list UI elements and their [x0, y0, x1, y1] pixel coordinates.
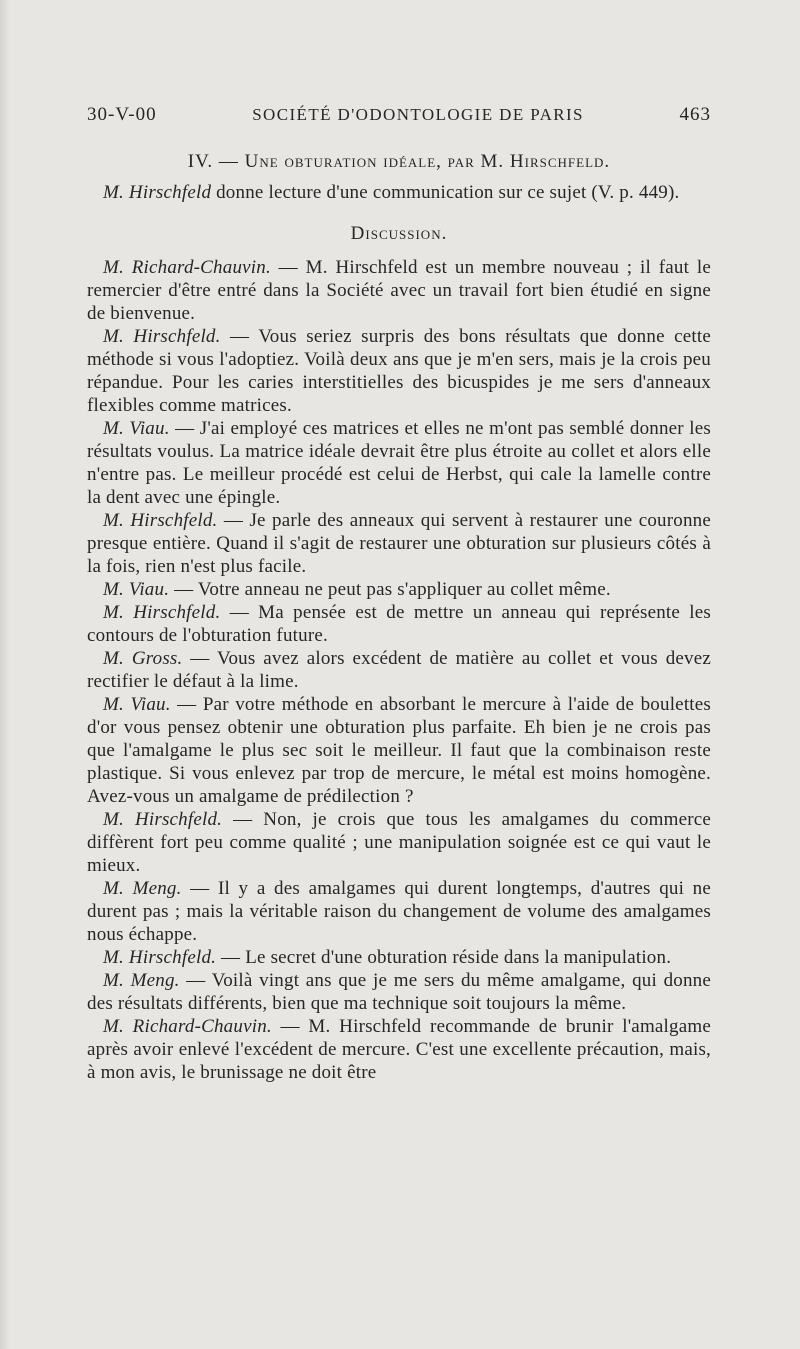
- speaker-name: M. Viau.: [103, 418, 170, 439]
- discussion-paragraph: [87, 647, 711, 693]
- speaker-name: M. Meng.: [103, 878, 182, 899]
- speaker-name: M. Hirschfeld: [103, 182, 212, 203]
- paragraph-text: — Par votre méthode en absorbant le mercure à l'aide de boulettes d'or vous pensez obtenir une obturation plus parfaite. Eh bien je ne crois pas que l'amalgame le plus sec soit le meilleur. Il faut que la combinaison reste plastique. Si vous enlevez par trop de mercure, le métal est moins homogène. Avez-vous un amalgame de prédilection ?: [87, 694, 712, 807]
- paragraph-text: donne lecture d'une communication sur ce sujet (V. p. 449).: [211, 182, 680, 203]
- speaker-name: M. Hirschfeld.: [103, 809, 223, 830]
- speaker-name: M. Gross.: [103, 648, 183, 669]
- speaker-name: M. Hirschfeld.: [103, 510, 218, 531]
- speaker-name: M. Viau.: [103, 694, 171, 715]
- paragraph-text: — J'ai employé ces matrices et elles ne m'ont pas semblé donner les résultats voulus. La matrice idéale devrait être plus étroite au collet et alors elle n'entre pas. Le meilleur procédé est celui de Herbst, qui cale la lamelle contre la dent avec une épingle.: [87, 418, 711, 508]
- header-journal-title: SOCIÉTÉ D'ODONTOLOGIE DE PARIS: [252, 105, 584, 124]
- discussion-paragraph: [87, 969, 711, 1015]
- discussion-paragraph: [87, 808, 711, 877]
- speaker-name: M. Hirschfeld.: [103, 326, 221, 347]
- paragraph-text: — Le secret d'une obturation réside dans la manipulation.: [216, 947, 672, 968]
- paragraph-text: — Voilà vingt ans que je me sers du même amalgame, qui donne des résultats différents, bien que ma technique soit toujours la même.: [87, 970, 712, 1014]
- discussion-paragraph: [87, 325, 711, 417]
- running-head: [87, 104, 711, 126]
- discussion-paragraph: [87, 1015, 711, 1084]
- paragraph-text: — Votre anneau ne peut pas s'appliquer au collet même.: [169, 579, 611, 600]
- body-text: [87, 150, 711, 1084]
- speaker-name: M. Richard-Chauvin.: [103, 1016, 272, 1037]
- intro-paragraph: [87, 181, 711, 204]
- header-date: 30-V-00: [87, 104, 157, 125]
- speaker-name: M. Hirschfeld.: [103, 602, 221, 623]
- discussion-heading: Discussion.: [350, 223, 448, 244]
- paragraph-text: — Non, je crois que tous les amalgames du commerce diffèrent fort peu comme qualité ; une manipulation soignée est ce qui vaut le mieux.: [87, 809, 712, 876]
- discussion-exchanges: [87, 256, 711, 1084]
- speaker-name: M. Meng.: [103, 970, 180, 991]
- speaker-name: M. Richard-Chauvin.: [103, 257, 271, 278]
- discussion-paragraph: [87, 877, 711, 946]
- paragraph-text: — M. Hirschfeld est un membre nouveau ; il faut le remercier d'être entré dans la Société avec un travail fort bien étudié en signe de bienvenue.: [87, 257, 711, 324]
- paragraph-text: — M. Hirschfeld recommande de brunir l'amalgame après avoir enlevé l'excédent de mercure. C'est une excellente précaution, mais, à mon avis, le brunissage ne doit être: [87, 1016, 711, 1083]
- binding-edge: [0, 0, 10, 1349]
- discussion-paragraph: [87, 417, 711, 509]
- paragraph-text: — Vous seriez surpris des bons résultats que donne cette méthode si vous l'adoptiez. Voilà deux ans que je m'en sers, mais je la crois peu répandue. Pour les caries interstitielles des bicuspides je me sers d'anneaux flexibles comme matrices.: [87, 326, 711, 416]
- discussion-paragraph: [87, 693, 711, 808]
- paragraph-text: — Il y a des amalgames qui durent longtemps, d'autres qui ne durent pas ; mais la véritable raison du changement de volume des amalgames nous échappe.: [87, 878, 711, 945]
- discussion-paragraph: [87, 601, 711, 647]
- paragraph-text: — Ma pensée est de mettre un anneau qui représente les contours de l'obturation future.: [87, 602, 711, 646]
- paragraph-text: — Vous avez alors excédent de matière au collet et vous devez rectifier le défaut à la lime.: [87, 648, 712, 692]
- section-heading: IV. — Une obturation idéale, par M. Hirschfeld.: [187, 151, 611, 172]
- speaker-name: M. Hirschfeld.: [103, 947, 217, 968]
- discussion-paragraph: [87, 946, 711, 969]
- discussion-paragraph: [87, 509, 711, 578]
- discussion-paragraph: [87, 256, 711, 325]
- speaker-name: M. Viau.: [103, 579, 170, 600]
- paragraph-text: — Je parle des anneaux qui servent à restaurer une couronne presque entière. Quand il s'agit de restaurer une obturation sur plusieurs côtés à la fois, rien n'est plus facile.: [87, 510, 711, 577]
- page-number: 463: [679, 104, 711, 125]
- discussion-paragraph: [87, 578, 711, 601]
